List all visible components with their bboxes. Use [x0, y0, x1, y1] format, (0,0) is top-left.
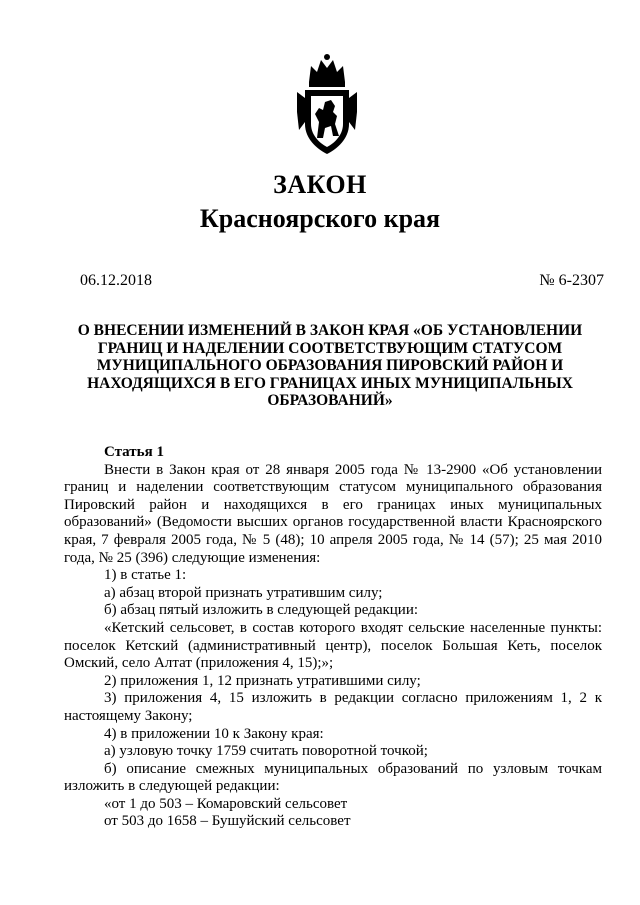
paragraph: б) абзац пятый изложить в следующей редакции:: [104, 602, 419, 619]
paragraph: а) абзац второй признать утратившим силу;: [104, 584, 383, 601]
paragraph: «от 1 до 503 – Комаровский сельсовет: [104, 795, 348, 812]
paragraph: а) узловую точку 1759 считать поворотной точкой;: [104, 743, 428, 760]
paragraph: 1) в статье 1:: [104, 567, 187, 584]
paragraph: 4) в приложении 10 к Закону края:: [104, 725, 324, 742]
paragraph: Внести в Закон края от 28 января 2005 года № 13-2900 «Об установлении границ и наделении соответствующим статусом муниципального образования Пировский район и находящихся в его границах иных муниципальных образований» (Ведомости высших органов государственной власти Красноярского края, 7 февраля 2005 года, № 5 (48); 10 апреля 2005 года, № 14 (57); 25 мая 2010 года, № 25 (396) следующие изменения:: [64, 461, 602, 566]
paragraph: от 503 до 1658 – Бушуйский сельсовет: [104, 813, 351, 830]
document-number: № 6-2307: [539, 272, 604, 289]
law-heading: О ВНЕСЕНИИ ИЗМЕНЕНИЙ В ЗАКОН КРАЯ «ОБ УСТАНОВЛЕНИИ ГРАНИЦ И НАДЕЛЕНИИ СООТВЕТСТВУЮЩИМ СТАТУСОМ МУНИЦИПАЛЬНОГО ОБРАЗОВАНИЯ ПИРОВСКИЙ РАЙОН И НАХОДЯЩИХСЯ В ЕГО ГРАНИЦАХ ИНЫХ МУНИЦИПАЛЬНЫХ ОБРАЗОВАНИЙ»: [77, 322, 583, 409]
article-body: [64, 444, 602, 831]
document-date: 06.12.2018: [80, 272, 152, 289]
paragraph: 3) приложения 4, 15 изложить в редакции согласно приложениям 1, 2 к настоящему Закону;: [64, 690, 602, 724]
paragraph: «Кетский сельсовет, в состав которого входят сельские населенные пункты: поселок Кетский (административный центр), поселок Большая Кеть, поселок Омский, село Алтат (приложения 4, 15);»;: [64, 619, 602, 672]
coat-of-arms-emblem: [295, 52, 359, 156]
document-subtitle: Красноярского края: [199, 204, 441, 233]
document-title: ЗАКОН: [273, 170, 367, 199]
paragraph: 2) приложения 1, 12 признать утратившими силу;: [104, 672, 421, 689]
article-title: Статья 1: [104, 444, 164, 460]
paragraph: б) описание смежных муниципальных образований по узловым точкам изложить в следующей редакции:: [64, 760, 602, 795]
